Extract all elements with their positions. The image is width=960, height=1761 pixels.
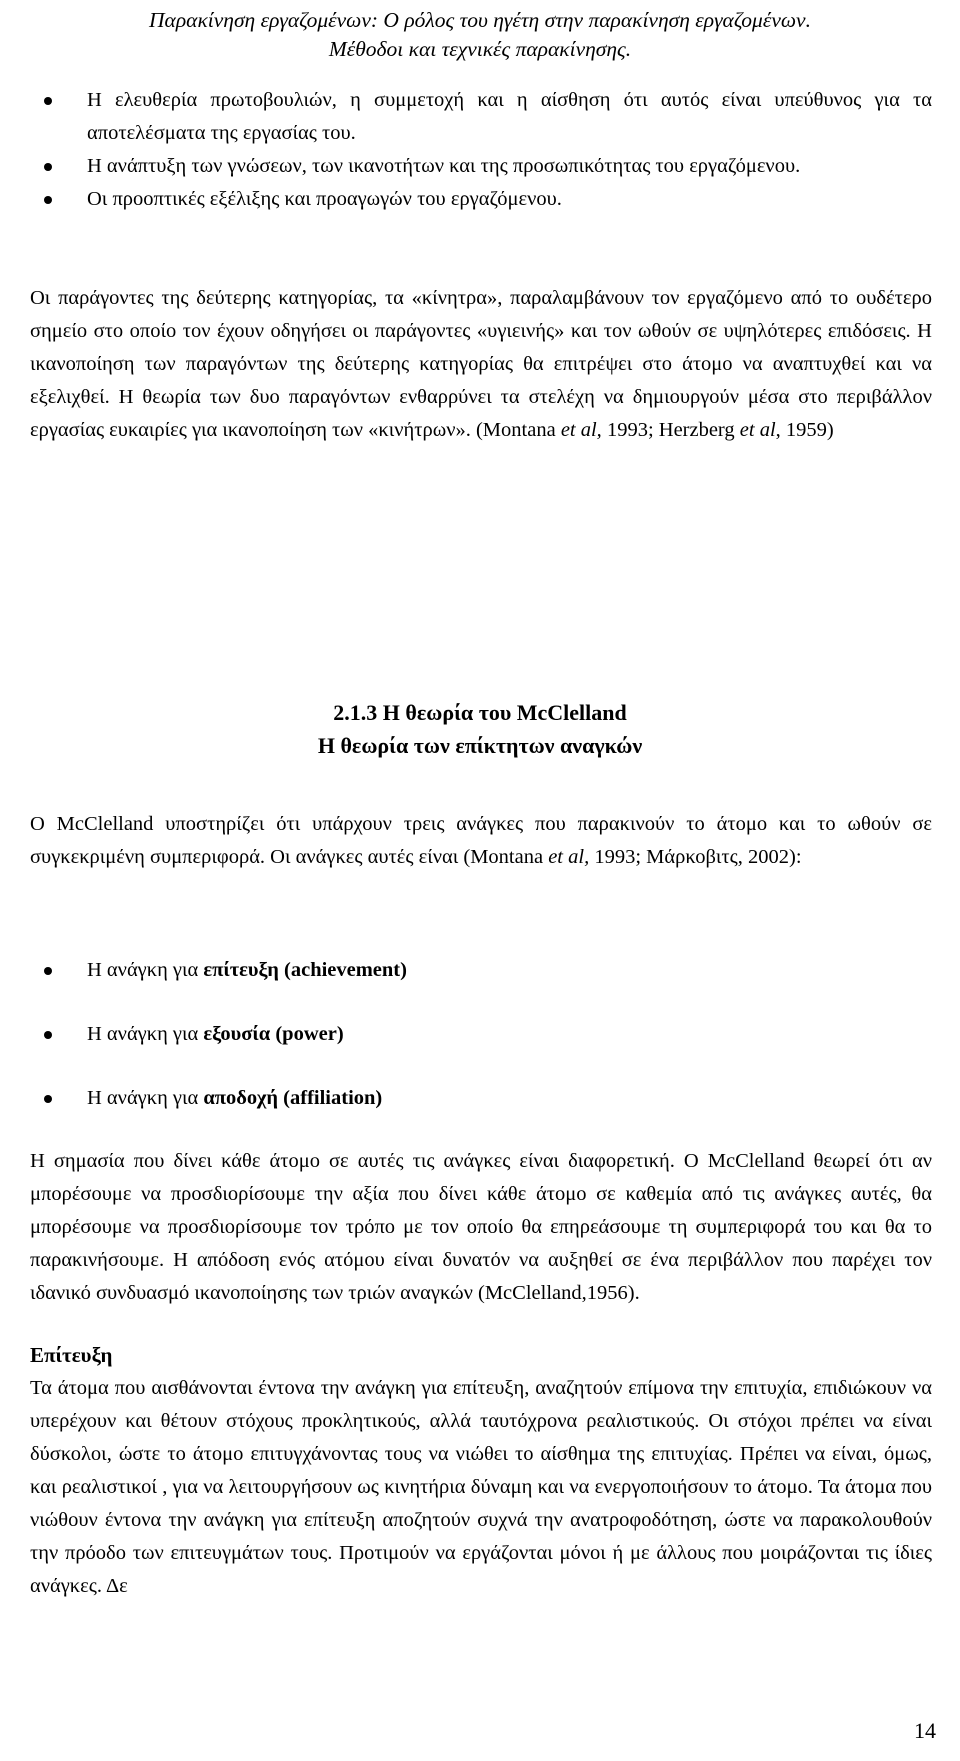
list-item: Η ανάγκη για αποδοχή (affiliation) <box>30 1082 960 1115</box>
running-header <box>0 6 960 64</box>
bullet-icon <box>44 967 52 975</box>
paragraph-achievement: Τα άτομα που αισθάνονται έντονα την ανάγκη για επίτευξη, αναζητούν επίμονα την επιτυχία, επιδιώκουν να υπερέχουν και θέτουν στόχους προκλητικούς, αλλά ταυτόχρονα ρεαλιστικούς. Οι στόχοι πρέπει να είναι δύσκολοι, ώστε το άτομο επιτυγχάνοντας τους να νιώθει το αίσθημα της επιτυχίας. Πρέπει να είναι, όμως, και ρεαλιστικοί , για να λειτουργήσουν ως κινητήρια δύναμη και να ενεργοποιήσουν το άτομο. Τα άτομα που νιώθουν έντονα την ανάγκη για επίτευξη αποζητούν συχνά την ανατροφοδότηση, ώστε να παρακολουθούν την πρόοδο των επιτευγμάτων τους. Προτιμούν να εργάζονται μόνοι ή με άλλους που μοιράζονται τις ίδιες ανάγκες. Δε <box>30 1377 932 1597</box>
list-item: Η ανάγκη για εξουσία (power) <box>30 1018 960 1051</box>
bullet-icon <box>44 196 52 204</box>
bullet-icon <box>44 97 52 105</box>
section-subtitle: Η θεωρία των επίκτητων αναγκών <box>317 733 643 758</box>
list-item: Οι προοπτικές εξέλιξης και προαγωγών του εργαζόμενου. <box>30 183 932 216</box>
section-title: 2.1.3 Η θεωρία του McClelland <box>333 700 627 725</box>
top-bullet-list <box>30 84 932 216</box>
paragraph-needs-importance: Η σημασία που δίνει κάθε άτομο σε αυτές τις ανάγκες είναι διαφορετική. Ο McClelland θεωρεί ότι αν μπορέσουμε να προσδιορίσουμε την αξία που δίνει κάθε άτομο σε καθεμία από τις ανάγκες αυτές, θα μπορέσουμε να προσδιορίσουμε τον τρόπο με τον οποίο θα επηρεάσουμε τη συμπεριφορά του και θα το παρακινήσουμε. Η απόδοση ενός ατόμου είναι δυνατόν να αυξηθεί σε ένα περιβάλλον που παρέχει τον ιδανικό συνδυασμό ικανοποίησης των τριών αναγκών (McClelland,1956). <box>30 1150 932 1304</box>
subsection-title: Επίτευξη <box>30 1343 113 1367</box>
page-number: 14 <box>914 1718 936 1743</box>
bullet-icon <box>44 1095 52 1103</box>
list-item: Η ανάγκη για επίτευξη (achievement) <box>30 954 960 987</box>
header-line-1: Παρακίνηση εργαζομένων: Ο ρόλος του ηγέτη στην παρακίνηση εργαζομένων. <box>149 8 811 32</box>
header-line-2: Μέθοδοι και τεχνικές παρακίνησης. <box>328 37 632 61</box>
bullet-icon <box>44 1031 52 1039</box>
bullet-icon <box>44 163 52 171</box>
list-item: Η ανάπτυξη των γνώσεων, των ικανοτήτων και της προσωπικότητας του εργαζόμενου. <box>30 150 932 183</box>
paragraph-mcclelland-intro: Ο McClelland υποστηρίζει ότι υπάρχουν τρεις ανάγκες που παρακινούν το άτομο και το ωθούν σε συγκεκριμένη συμπεριφορά. Οι ανάγκες αυτές είναι (Montana et al, 1993; Μάρκοβιτς, 2002): <box>30 813 932 868</box>
list-item: Η ελευθερία πρωτοβουλιών, η συμμετοχή και η αίσθηση ότι αυτός είναι υπεύθυνος για τα αποτελέσματα της εργασίας του. <box>30 84 932 150</box>
paragraph-motivators: Οι παράγοντες της δεύτερης κατηγορίας, τα «κίνητρα», παραλαμβάνουν τον εργαζόμενο από το ουδέτερο σημείο στο οποίο τον έχουν οδηγήσει οι παράγοντες «υγιεινής» και τον ωθούν σε υψηλότερες επιδόσεις. Η ικανοποίηση των παραγόντων της δεύτερης κατηγορίας θα επιτρέψει στο άτομο να αναπτυχθεί και να εξελιχθεί. Η θεωρία των δυο παραγόντων ενθαρρύνει τα στελέχη να δημιουργούν μέσα στο περιβάλλον εργασίας ευκαιρίες για ικανοποίηση των «κινήτρων». (Montana et al, 1993; Herzberg et al, 1959) <box>30 287 932 441</box>
